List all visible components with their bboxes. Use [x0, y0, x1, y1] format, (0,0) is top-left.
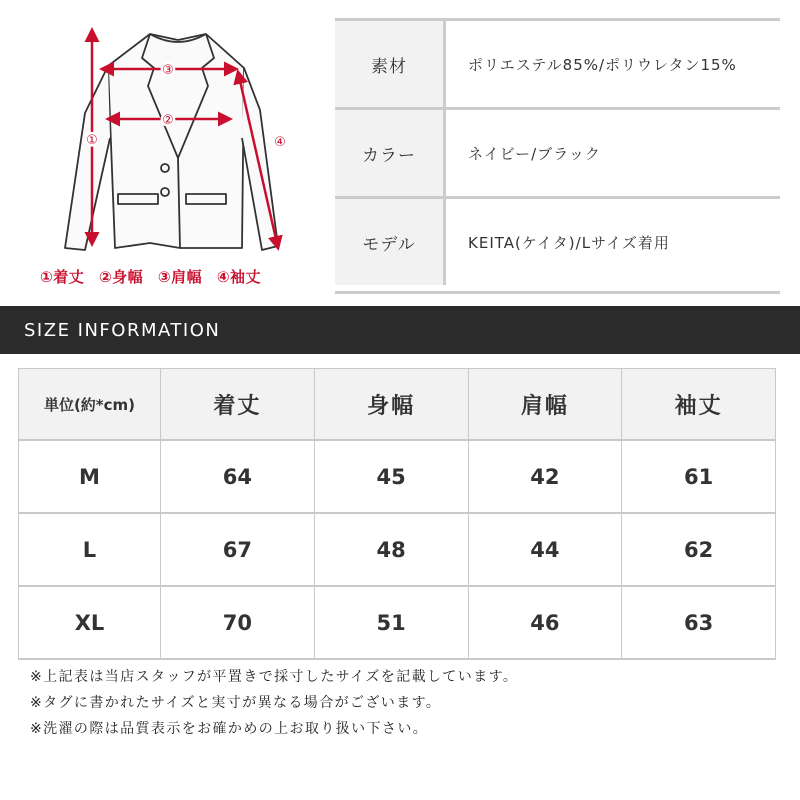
spec-row-color [335, 110, 780, 199]
size-label: M [19, 440, 161, 513]
spec-label: 素材 [335, 21, 446, 107]
header-sleeve: 袖丈 [622, 369, 776, 441]
table-cell: 63 [622, 586, 776, 659]
size-table-header [19, 369, 776, 441]
product-spec-table [335, 18, 780, 294]
table-cell: 45 [314, 440, 468, 513]
table-row [19, 513, 776, 586]
spec-value: ネイビー/ブラック [468, 144, 601, 163]
table-row [19, 586, 776, 659]
table-cell: 48 [314, 513, 468, 586]
table-cell: 67 [161, 513, 315, 586]
spec-row-material [335, 21, 780, 110]
banner-title: SIZE INFORMATION [24, 319, 221, 341]
note-line: ※洗濯の際は品質表示をお確かめの上お取り扱い下さい。 [30, 721, 429, 737]
notes [30, 664, 790, 742]
legend-shoulder: ③肩幅 [157, 268, 203, 286]
size-information-banner [0, 306, 800, 354]
spec-row-model [335, 199, 780, 285]
header-width: 身幅 [314, 369, 468, 441]
marker-sleeve: ④ [274, 135, 286, 150]
size-label: XL [19, 586, 161, 659]
legend-length: ①着丈 [40, 268, 85, 286]
jacket-measurement-diagram [30, 18, 320, 308]
table-cell: 42 [468, 440, 622, 513]
marker-width: ② [162, 113, 174, 128]
spec-value: ポリエステル85%/ポリウレタン15% [468, 55, 737, 74]
size-label: L [19, 513, 161, 586]
size-table [18, 368, 776, 660]
legend-width: ②身幅 [98, 268, 144, 286]
table-cell: 51 [314, 586, 468, 659]
measurement-legend [40, 266, 310, 290]
spec-label: カラー [335, 110, 446, 196]
table-row [19, 440, 776, 513]
marker-shoulder: ③ [162, 63, 174, 78]
header-unit: 単位(約*cm) [19, 369, 161, 441]
table-cell: 70 [161, 586, 315, 659]
note-line: ※上記表は当店スタッフが平置きで採寸したサイズを記載しています。 [30, 669, 519, 685]
table-cell: 62 [622, 513, 776, 586]
table-cell: 61 [622, 440, 776, 513]
marker-length: ① [86, 133, 98, 148]
note-line: ※タグに書かれたサイズと実寸が異なる場合がございます。 [30, 695, 442, 711]
header-length: 着丈 [161, 369, 315, 441]
table-cell: 46 [468, 586, 622, 659]
header-shoulder: 肩幅 [468, 369, 622, 441]
legend-sleeve: ④袖丈 [216, 268, 262, 286]
table-cell: 44 [468, 513, 622, 586]
spec-value: KEITA(ケイタ)/Lサイズ着用 [468, 233, 670, 252]
table-cell: 64 [161, 440, 315, 513]
spec-label: モデル [335, 199, 446, 285]
